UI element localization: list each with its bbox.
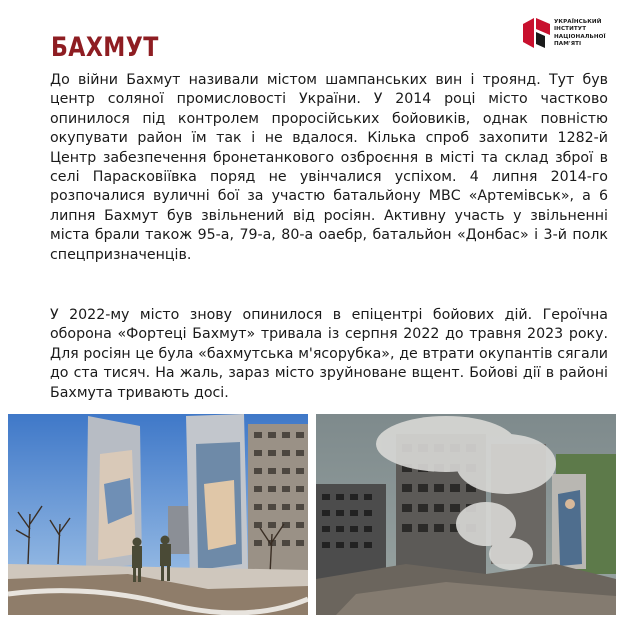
photo-destroyed-city — [316, 414, 616, 615]
page-title: БАХМУТ — [51, 32, 159, 63]
photo-soldiers-mural — [8, 414, 308, 615]
paragraph-history: До війни Бахмут називали містом шампанських вин і троянд. Тут був центр соляної промисловості України. У 2014 році місто частково опинилося під контролем проросійських бойовиків, однак повністю окупувати район їм так і не вдалося. Кілька спроб захопити 1282-й Центр забезпечення бронетанкового озброєння в місті та склад зброї в селі Парасковіївка поряд не увінчалися успіхом. 4 липня 2014-го розпочалися вуличні бої за участю батальйону МВС «Артемівськ», а 6 липня Бахмут був звільнений від росіян. Активну участь у звільненні міста брали також 95-а, 79-а, 80-а оаебр, батальйон «Донбас» і 3-й полк спецпризначенців. — [50, 72, 608, 263]
logo-line: ПАМ'ЯТІ — [554, 40, 582, 47]
paragraph-war: У 2022-му місто знову опинилося в епіцентрі бойових дій. Героїчна оборона «Фортеці Бахмут» тривала із серпня 2022 до травня 2023 року. Для росіян це була «бахмутська м'ясорубка», де втрати окупантів сягали до ста тисяч. На жаль, зараз місто зруйноване вщент. Бойові дії в районі Бахмута тривають досі. — [50, 307, 608, 401]
logo-line: НАЦІОНАЛЬНОЇ — [554, 33, 606, 40]
institute-logo-text — [554, 19, 606, 48]
logo-line: УКРАЇНСЬКИЙ — [554, 19, 602, 25]
institute-logo — [523, 18, 613, 54]
institute-logo-icon — [523, 18, 550, 48]
logo-line: ІНСТИТУТ — [554, 26, 587, 33]
